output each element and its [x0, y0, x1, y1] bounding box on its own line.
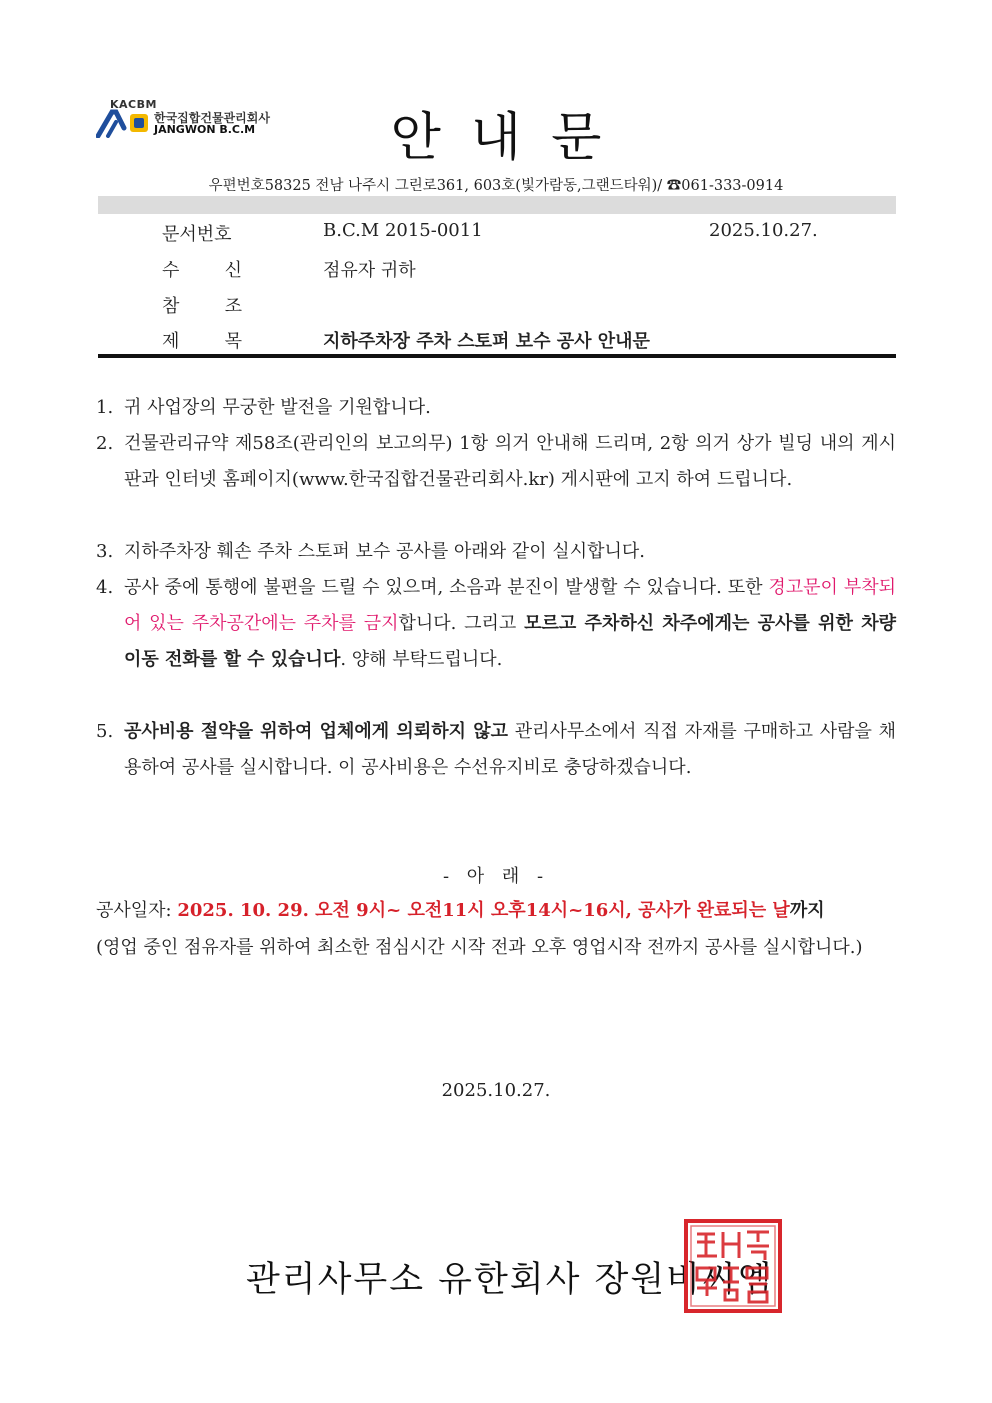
doc-date: 2025.10.27. — [709, 220, 818, 241]
reference-label-1: 참 — [162, 296, 180, 317]
reference-label — [162, 292, 242, 318]
list-item — [96, 570, 896, 678]
list-item — [96, 390, 896, 426]
item-number: 4. — [96, 577, 114, 598]
details-heading: - 아 래 - — [442, 866, 550, 887]
schedule-note: (영업 중인 점유자를 위하여 최소한 점심시간 시작 전과 오후 영업시작 전까지 공사를 실시합니다.) — [96, 937, 863, 958]
item-text-part: 공사 중에 통행에 불편을 드릴 수 있으며, 소음과 분진이 발생할 수 있습니다. 또한 — [124, 577, 769, 598]
item-number: 5. — [96, 721, 114, 742]
item-text-part: 관리사무소에서 직접 자재를 구매하고 사람을 채용하여 공사를 실시합니다. 이 공사비용은 수선유지비로 충당하겠습니다. — [124, 721, 897, 778]
issue-date: 2025.10.27. — [441, 1080, 551, 1101]
doc-no-label: 문서번호 — [162, 224, 232, 245]
item-text — [124, 570, 896, 678]
document-title: 안내문 — [390, 108, 632, 168]
reference-label-2: 조 — [224, 296, 242, 317]
recipient-label-2: 신 — [224, 260, 242, 281]
list-item — [96, 426, 896, 498]
phone-call-notice: 모르고 주차하신 차주에게는 공사를 위한 차량 이동 전화를 할 수 있습니다 — [124, 613, 896, 670]
header-divider — [98, 354, 896, 358]
schedule-value: 2025. 10. 29. 오전 9시~ 오전11시 오후14시~16시, 공사가 완료되는 날 — [177, 900, 790, 921]
company-seal — [683, 1218, 783, 1314]
item-number: 3. — [96, 541, 114, 562]
list-item — [96, 714, 896, 786]
seal-stamp-icon — [683, 1218, 783, 1314]
item-text: 귀 사업장의 무궁한 발전을 기원합니다. — [124, 397, 431, 418]
subject-label-2: 목 — [224, 331, 242, 352]
subject-label-1: 제 — [162, 331, 180, 352]
recipient-label — [162, 256, 242, 282]
subject-value: 지하주차장 주차 스토퍼 보수 공사 안내문 — [323, 331, 650, 352]
doc-no-value: B.C.M 2015-0011 — [323, 220, 483, 241]
work-schedule — [96, 896, 825, 922]
recipient-label-1: 수 — [162, 260, 180, 281]
item-text: 지하주차장 훼손 주차 스토퍼 보수 공사를 아래와 같이 실시합니다. — [124, 541, 645, 562]
item-text — [124, 714, 896, 786]
schedule-label: 공사일자: — [96, 900, 178, 921]
logo-english-name: JANGWON B.C.M — [154, 123, 256, 136]
schedule-suffix: 까지 — [789, 900, 825, 921]
parking-ban-warning: 경고문이 부착되어 있는 주차공간에는 주차를 금지 — [124, 577, 896, 634]
header-band — [98, 196, 896, 214]
address-line: 우편번호58325 전남 나주시 그린로361, 603호(빛가람동,그랜드타워)/ ☎061-333-0914 — [208, 178, 784, 194]
item-text-part: . 양해 부탁드립니다. — [340, 649, 503, 670]
signature-line: 관리사무소 유한회사 장원비씨엠 — [246, 1260, 774, 1300]
subject-label — [162, 327, 242, 353]
logo-korean-name: 한국집합건물관리회사 — [154, 111, 270, 125]
recipient-value: 점유자 귀하 — [323, 260, 416, 281]
item-number: 1. — [96, 397, 114, 418]
logo-acronym: KACBM — [110, 98, 157, 111]
list-item — [96, 534, 896, 570]
cost-saving-notice: 공사비용 절약을 위하여 업체에게 의뢰하지 않고 — [124, 721, 509, 742]
item-number: 2. — [96, 433, 114, 454]
item-text: 건물관리규약 제58조(관리인의 보고의무) 1항 의거 안내해 드리며, 2항 의거 상가 빌딩 내의 게시판과 인터넷 홈페이지(www.한국집합건물관리회사.kr) 게시판에 고지 하여 드립니다. — [124, 433, 896, 490]
item-text-part: 합니다. 그리고 — [398, 613, 525, 634]
